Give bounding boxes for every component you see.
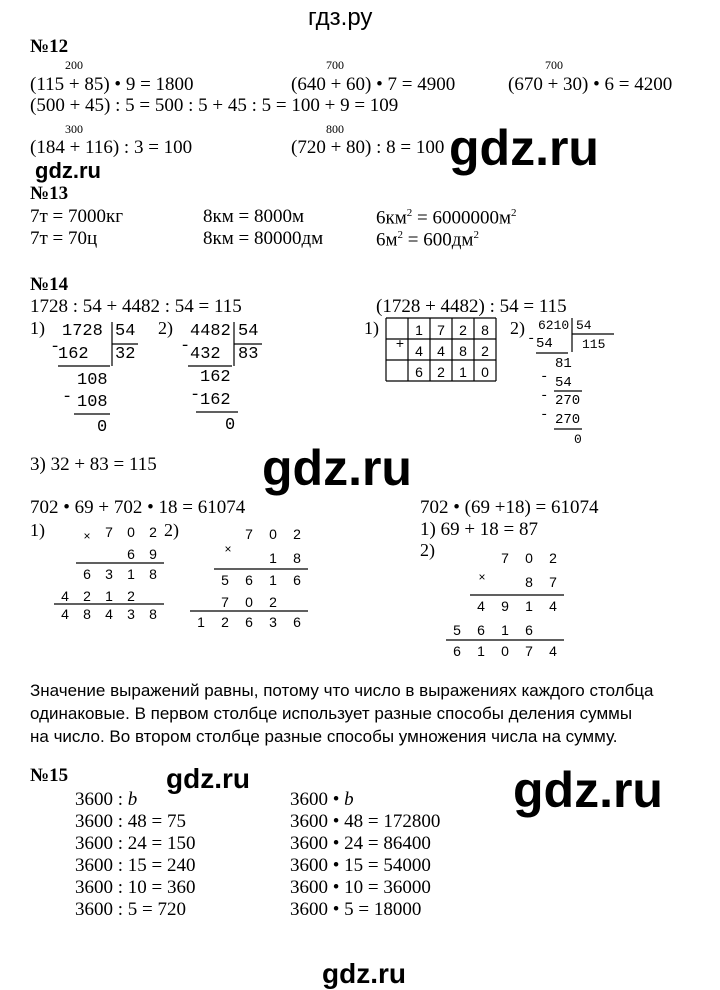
overline-value: 300 xyxy=(65,122,83,136)
division-row: 3600 : 24 = 150 xyxy=(75,833,196,854)
step-label: 1) xyxy=(30,520,45,540)
sum-step: 3) 32 + 83 = 115 xyxy=(30,454,157,475)
division-row: 3600 : b xyxy=(75,789,138,810)
equation: (670 + 30) • 6 = 4200 xyxy=(508,74,673,95)
multiplication-row: 3600 • 5 = 18000 xyxy=(290,899,422,920)
equation: (184 + 116) : 3 = 100 xyxy=(30,137,193,158)
equation: (640 + 60) • 7 = 4900 xyxy=(291,74,456,95)
overline-value: 800 xyxy=(326,122,344,136)
overline-value: 700 xyxy=(545,58,563,72)
equation: (115 + 85) • 9 = 1800 xyxy=(30,74,194,95)
watermark: gdz.ru xyxy=(262,440,412,496)
multiplication-row: 3600 • 48 = 172800 xyxy=(290,811,441,832)
expression: 702 • (69 +18) = 61074 xyxy=(420,497,599,518)
task-13-title: №13 xyxy=(30,183,69,204)
step-label: 2) xyxy=(164,520,179,540)
multiplication-row: 3600 • 24 = 86400 xyxy=(290,833,431,854)
division-row: 3600 : 48 = 75 xyxy=(75,811,186,832)
division-row: 3600 : 15 = 240 xyxy=(75,855,196,876)
task-15-title: №15 xyxy=(30,765,69,786)
conversion: $6м^2 = 600дм^2$ xyxy=(376,229,479,251)
step-label: 1) xyxy=(364,318,379,338)
conversion: 7т = 7000кг xyxy=(30,206,124,227)
expression: 1728 : 54 + 4482 : 54 = 115 xyxy=(30,296,242,317)
watermark: gdz.ru xyxy=(513,762,663,818)
step: 1) 69 + 18 = 87 xyxy=(420,519,539,540)
step-label: 1) xyxy=(30,318,45,338)
watermark: gdz.ru xyxy=(166,763,250,794)
explanation-line: Значение выражений равны, потому что число в выражениях каждого столбца xyxy=(30,681,654,700)
multiplication-row: 3600 • 15 = 54000 xyxy=(290,855,431,876)
equation: (720 + 80) : 8 = 100 xyxy=(291,137,445,158)
page-header: гдз.ру xyxy=(308,4,373,31)
conversion: 8км = 80000дм xyxy=(203,228,324,249)
conversion: $6км^2 = 6000000м^2$ xyxy=(376,207,517,229)
expression: 702 • 69 + 702 • 18 = 61074 xyxy=(30,497,246,518)
step-label: 2) xyxy=(510,318,525,338)
expression: (1728 + 4482) : 54 = 115 xyxy=(376,296,567,317)
explanation-line: на число. Во втором столбце разные способы умножения числа на сумму. xyxy=(30,727,618,746)
watermark: gdz.ru xyxy=(322,958,406,989)
conversion: 8км = 8000м xyxy=(203,206,304,227)
division-row: 3600 : 10 = 360 xyxy=(75,877,196,898)
overline-value: 200 xyxy=(65,58,83,72)
equation: (500 + 45) : 5 = 500 : 5 + 45 : 5 = 100 + 9 = 109 xyxy=(30,95,399,116)
overline-value: 700 xyxy=(326,58,344,72)
multiplication-row: 3600 • 10 = 36000 xyxy=(290,877,431,898)
task-12-title: №12 xyxy=(30,36,69,57)
division-row: 3600 : 5 = 720 xyxy=(75,899,186,920)
task-14-title: №14 xyxy=(30,274,69,295)
explanation-line: одинаковые. В первом столбце использует разные способы деления суммы xyxy=(30,704,633,723)
watermark: gdz.ru xyxy=(35,158,101,183)
step-label: 2) xyxy=(420,540,435,560)
watermark: gdz.ru xyxy=(449,120,599,176)
step-label: 2) xyxy=(158,318,173,338)
multiplication-row: 3600 • b xyxy=(290,789,354,810)
conversion: 7т = 70ц xyxy=(30,228,98,249)
